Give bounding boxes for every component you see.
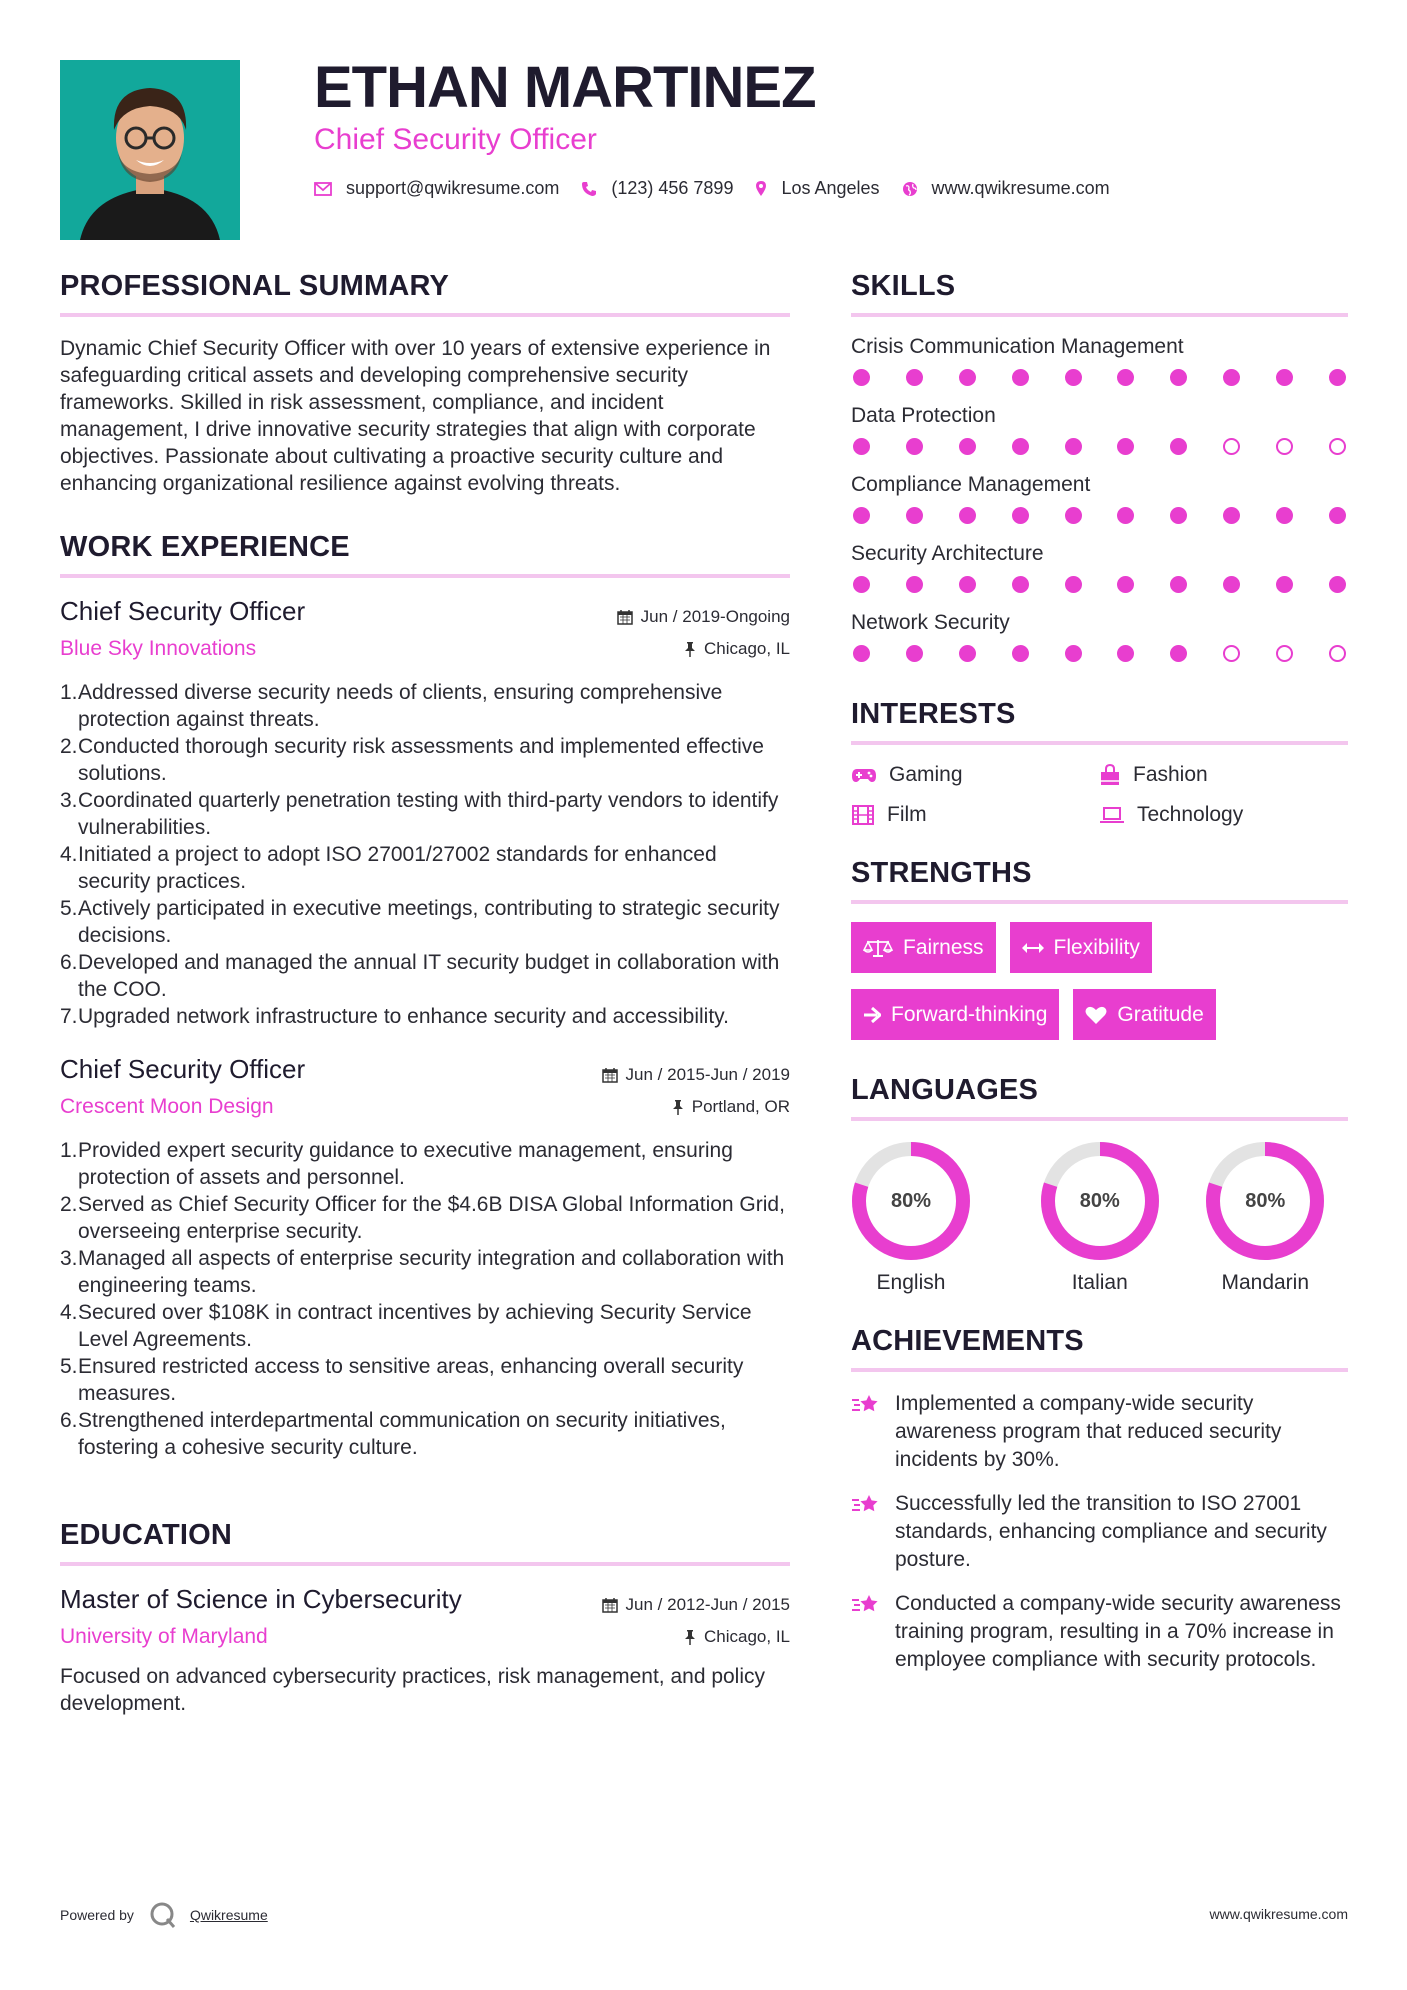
- list-item: [60, 787, 790, 841]
- skill-dot-filled: [1117, 438, 1134, 455]
- job-location: [684, 639, 790, 659]
- achievements-heading: ACHIEVEMENTS: [851, 1325, 1348, 1372]
- gamepad-icon: [851, 766, 877, 784]
- skill-dot-filled: [959, 438, 976, 455]
- calendar-icon: [602, 1067, 618, 1083]
- job-date-text: Jun / 2019-Ongoing: [640, 607, 790, 626]
- phone-icon: [581, 181, 597, 197]
- bullet-number: 4.: [60, 843, 78, 866]
- skill-dot-filled: [1329, 576, 1346, 593]
- film-icon: [851, 804, 875, 826]
- skill-dot-filled: [906, 369, 923, 386]
- achievements-list: [851, 1390, 1348, 1674]
- skill-dot-empty: [1276, 438, 1293, 455]
- education-heading: EDUCATION: [60, 1519, 790, 1566]
- skills-heading: SKILLS: [851, 270, 1348, 317]
- achievement-item: [851, 1490, 1348, 1574]
- skill-dot-filled: [1276, 369, 1293, 386]
- shopping-bag-icon: [1099, 764, 1121, 786]
- language-name: Mandarin: [1221, 1271, 1310, 1294]
- bullet-text: Conducted thorough security risk assessments and implemented effective solutions.: [78, 735, 764, 785]
- skill-dot-empty: [1223, 645, 1240, 662]
- skill-dot-filled: [1117, 645, 1134, 662]
- skill-dot-filled: [1012, 576, 1029, 593]
- interest-item: [851, 763, 1099, 787]
- interest-label: Fashion: [1133, 763, 1208, 786]
- education-date-text: Jun / 2012-Jun / 2015: [625, 1595, 790, 1614]
- skill-dot-filled: [906, 507, 923, 524]
- skill-rating: [851, 507, 1348, 524]
- shooting-star-icon: [851, 1392, 881, 1418]
- list-item: [60, 1137, 790, 1191]
- skill-dot-filled: [1223, 576, 1240, 593]
- interests-heading: INTERESTS: [851, 698, 1348, 745]
- list-item: [60, 1245, 790, 1299]
- skill-dot-filled: [1170, 438, 1187, 455]
- skill-dot-filled: [1329, 507, 1346, 524]
- skill-dot-filled: [1065, 576, 1082, 593]
- experience-heading: WORK EXPERIENCE: [60, 531, 790, 578]
- languages-list: [851, 1139, 1348, 1295]
- arrows-horizontal-icon: [1022, 942, 1044, 954]
- interest-label: Technology: [1137, 803, 1244, 826]
- pushpin-icon: [672, 1099, 684, 1115]
- skill-dot-filled: [906, 438, 923, 455]
- strength-chip: [1010, 922, 1152, 973]
- language-name: English: [876, 1271, 946, 1294]
- skill-dot-filled: [853, 438, 870, 455]
- heart-icon: [1085, 1005, 1107, 1025]
- education-location-text: Chicago, IL: [704, 1627, 790, 1646]
- bullet-text: Developed and managed the annual IT security budget in collaboration with the COO.: [78, 951, 780, 1001]
- contact-website-text: www.qwikresume.com: [931, 178, 1110, 198]
- skill-dot-filled: [1117, 369, 1134, 386]
- skills-list: [851, 335, 1348, 662]
- strength-chip: [851, 989, 1059, 1040]
- shooting-star-icon: [851, 1592, 881, 1618]
- skill-dot-filled: [1276, 507, 1293, 524]
- profile-photo: [60, 60, 240, 240]
- skill-dot-filled: [1012, 645, 1029, 662]
- strength-label: Forward-thinking: [891, 1002, 1048, 1026]
- pushpin-icon: [684, 641, 696, 657]
- skill-dot-empty: [1276, 645, 1293, 662]
- bullet-number: 3.: [60, 1247, 78, 1270]
- language-percent: 80%: [890, 1189, 932, 1212]
- job-location-text: Chicago, IL: [704, 639, 790, 658]
- contact-location-text: Los Angeles: [781, 178, 880, 198]
- interest-item: [1099, 763, 1347, 787]
- list-item: [60, 895, 790, 949]
- achievement-text: Implemented a company-wide security awareness program that reduced security incidents by 30%.: [895, 1392, 1282, 1471]
- right-column: [851, 270, 1348, 1690]
- skill-rating: [851, 438, 1348, 455]
- bullet-number: 2.: [60, 1193, 78, 1216]
- bullet-text: Served as Chief Security Officer for the $4.6B DISA Global Information Grid, overseeing enterprise security.: [78, 1193, 785, 1243]
- degree-title: Master of Science in Cybersecurity: [60, 1584, 462, 1614]
- achievement-item: [851, 1390, 1348, 1474]
- globe-icon: [902, 181, 918, 197]
- contact-phone-text: (123) 456 7899: [611, 178, 734, 198]
- language-item: [1017, 1139, 1183, 1295]
- job-entry: [60, 596, 790, 1030]
- bullet-text: Provided expert security guidance to executive management, ensuring protection of assets and personnel.: [78, 1139, 733, 1189]
- powered-by-text: Powered by: [60, 1907, 134, 1923]
- candidate-name: ETHAN MARTINEZ: [314, 55, 816, 120]
- language-ring: [849, 1139, 973, 1263]
- skill-dot-filled: [853, 507, 870, 524]
- job-company: Crescent Moon Design: [60, 1095, 274, 1118]
- bullet-number: 6.: [60, 1409, 78, 1432]
- skill-name: Compliance Management: [851, 473, 1091, 496]
- strength-label: Gratitude: [1117, 1002, 1204, 1026]
- bullet-number: 1.: [60, 681, 78, 704]
- person-photo-icon: [60, 60, 240, 240]
- job-entry: [60, 1054, 790, 1461]
- strength-label: Fairness: [903, 935, 984, 959]
- skill-item: [851, 542, 1348, 593]
- language-item: [851, 1139, 971, 1295]
- strengths-heading: STRENGTHS: [851, 857, 1348, 904]
- qwikresume-logo-icon: [148, 1900, 178, 1930]
- bullet-text: Initiated a project to adopt ISO 27001/27002 standards for enhanced security practices.: [78, 843, 717, 893]
- achievement-text: Conducted a company-wide security awareness training program, resulting in a 70% increase in employee compliance with security protocols.: [895, 1592, 1341, 1671]
- contact-location: [755, 178, 879, 199]
- skill-dot-filled: [853, 369, 870, 386]
- achievement-text: Successfully led the transition to ISO 27001 standards, enhancing compliance and security posture.: [895, 1492, 1327, 1571]
- strength-label: Flexibility: [1053, 935, 1140, 959]
- education-location: [684, 1627, 790, 1647]
- qwikresume-link[interactable]: Qwikresume: [189, 1907, 268, 1923]
- interest-label: Gaming: [889, 763, 963, 786]
- skill-dot-filled: [1065, 438, 1082, 455]
- interests-list: [851, 763, 1348, 827]
- candidate-role: Chief Security Officer: [314, 123, 597, 156]
- skill-rating: [851, 576, 1348, 593]
- language-percent: 80%: [1079, 1189, 1120, 1212]
- skill-dot-filled: [1223, 507, 1240, 524]
- bullet-text: Upgraded network infrastructure to enhance security and accessibility.: [78, 1005, 729, 1028]
- pushpin-icon: [684, 1629, 696, 1645]
- contact-website[interactable]: [902, 178, 1110, 199]
- left-column: [60, 270, 790, 1741]
- skill-name: Network Security: [851, 611, 1010, 634]
- list-item: [60, 1003, 790, 1030]
- contact-phone[interactable]: [581, 178, 733, 199]
- skill-dot-filled: [1329, 369, 1346, 386]
- bullet-number: 2.: [60, 735, 78, 758]
- interest-label: Film: [887, 803, 927, 826]
- bullet-number: 7.: [60, 1005, 78, 1028]
- summary-heading: PROFESSIONAL SUMMARY: [60, 270, 790, 317]
- bullet-number: 5.: [60, 897, 78, 920]
- skill-dot-empty: [1223, 438, 1240, 455]
- list-item: [60, 733, 790, 787]
- footer-powered-by: [60, 1900, 268, 1930]
- education-entry: [60, 1584, 790, 1717]
- skill-name: Security Architecture: [851, 542, 1044, 565]
- education-description: Focused on advanced cybersecurity practices, risk management, and policy development.: [60, 1665, 766, 1715]
- skill-dot-filled: [906, 576, 923, 593]
- skill-dot-filled: [1117, 507, 1134, 524]
- skill-dot-filled: [1223, 369, 1240, 386]
- job-title: Chief Security Officer: [60, 596, 306, 626]
- skill-dot-filled: [1170, 645, 1187, 662]
- skill-dot-filled: [1012, 507, 1029, 524]
- language-percent: 80%: [1245, 1189, 1286, 1212]
- bullet-number: 1.: [60, 1139, 78, 1162]
- skill-dot-empty: [1329, 438, 1346, 455]
- skill-dot-filled: [1117, 576, 1134, 593]
- skill-dot-filled: [1170, 507, 1187, 524]
- skill-dot-filled: [1012, 369, 1029, 386]
- skill-dot-filled: [1065, 507, 1082, 524]
- bullet-text: Secured over $108K in contract incentives by achieving Security Service Level Agreements.: [78, 1301, 752, 1351]
- interest-item: [851, 803, 1099, 827]
- skill-rating: [851, 369, 1348, 386]
- job-location: [672, 1097, 790, 1117]
- languages-heading: LANGUAGES: [851, 1074, 1348, 1121]
- calendar-icon: [602, 1597, 618, 1613]
- list-item: [60, 1299, 790, 1353]
- strengths-list: [851, 922, 1348, 1040]
- bullet-text: Addressed diverse security needs of clients, ensuring comprehensive protection against threats.: [78, 681, 723, 731]
- skill-dot-filled: [959, 645, 976, 662]
- envelope-icon: [314, 182, 332, 196]
- language-item: [1183, 1139, 1349, 1295]
- skill-dot-filled: [1065, 645, 1082, 662]
- job-date-text: Jun / 2015-Jun / 2019: [625, 1065, 790, 1084]
- bullet-number: 3.: [60, 789, 78, 812]
- interest-item: [1099, 803, 1347, 827]
- list-item: [60, 949, 790, 1003]
- balance-scale-icon: [863, 938, 893, 958]
- education-date: [602, 1595, 790, 1615]
- job-bullets: [60, 1137, 790, 1461]
- skill-dot-empty: [1329, 645, 1346, 662]
- list-item: [60, 841, 790, 895]
- contact-bar: [314, 178, 1132, 199]
- shooting-star-icon: [851, 1492, 881, 1518]
- map-marker-icon: [755, 180, 767, 197]
- skill-dot-filled: [1170, 576, 1187, 593]
- list-item: [60, 1191, 790, 1245]
- job-date: [602, 1065, 790, 1085]
- skill-dot-filled: [959, 576, 976, 593]
- contact-email[interactable]: [314, 178, 559, 199]
- language-ring: [1038, 1139, 1162, 1263]
- strength-chip: [851, 922, 996, 973]
- skill-dot-filled: [1065, 369, 1082, 386]
- skill-dot-filled: [906, 645, 923, 662]
- arrow-right-icon: [863, 1007, 881, 1023]
- skill-dot-filled: [853, 576, 870, 593]
- skill-item: [851, 611, 1348, 662]
- skill-dot-filled: [959, 507, 976, 524]
- calendar-icon: [617, 609, 633, 625]
- bullet-text: Coordinated quarterly penetration testing with third-party vendors to identify vulnerabilities.: [78, 789, 779, 839]
- skill-item: [851, 404, 1348, 455]
- list-item: [60, 679, 790, 733]
- language-ring: [1203, 1139, 1327, 1263]
- job-location-text: Portland, OR: [691, 1097, 790, 1116]
- language-name: Italian: [1071, 1271, 1128, 1294]
- skill-dot-filled: [1276, 576, 1293, 593]
- skill-dot-filled: [853, 645, 870, 662]
- summary-text: Dynamic Chief Security Officer with over 10 years of extensive experience in safeguarding critical assets and developing comprehensive security frameworks. Skilled in risk assessment, compliance, and incident management, I drive innovative security strategies that align with corporate objectives. Passionate about cultivating a proactive security culture and enhancing organizational resilience against evolving threats.: [60, 337, 771, 495]
- strength-chip: [1073, 989, 1215, 1040]
- job-bullets: [60, 679, 790, 1030]
- bullet-number: 4.: [60, 1301, 78, 1324]
- contact-email-text: support@qwikresume.com: [346, 178, 560, 198]
- job-company: Blue Sky Innovations: [60, 637, 257, 660]
- laptop-icon: [1099, 806, 1125, 824]
- achievement-item: [851, 1590, 1348, 1674]
- bullet-number: 5.: [60, 1355, 78, 1378]
- job-date: [617, 607, 790, 627]
- skill-name: Data Protection: [851, 404, 996, 427]
- job-title: Chief Security Officer: [60, 1054, 306, 1084]
- bullet-text: Actively participated in executive meetings, contributing to strategic security decisions.: [78, 897, 780, 947]
- skill-name: Crisis Communication Management: [851, 335, 1184, 358]
- skill-dot-filled: [1170, 369, 1187, 386]
- bullet-number: 6.: [60, 951, 78, 974]
- bullet-text: Managed all aspects of enterprise security integration and collaboration with engineering teams.: [78, 1247, 785, 1297]
- skill-dot-filled: [1012, 438, 1029, 455]
- skill-dot-filled: [959, 369, 976, 386]
- skill-item: [851, 335, 1348, 386]
- footer-url[interactable]: www.qwikresume.com: [1209, 1906, 1348, 1922]
- skill-rating: [851, 645, 1348, 662]
- school-name: University of Maryland: [60, 1625, 268, 1648]
- bullet-text: Ensured restricted access to sensitive areas, enhancing overall security measures.: [78, 1355, 744, 1405]
- skill-item: [851, 473, 1348, 524]
- bullet-text: Strengthened interdepartmental communication on security initiatives, fostering a cohesive security culture.: [78, 1409, 726, 1459]
- list-item: [60, 1353, 790, 1407]
- list-item: [60, 1407, 790, 1461]
